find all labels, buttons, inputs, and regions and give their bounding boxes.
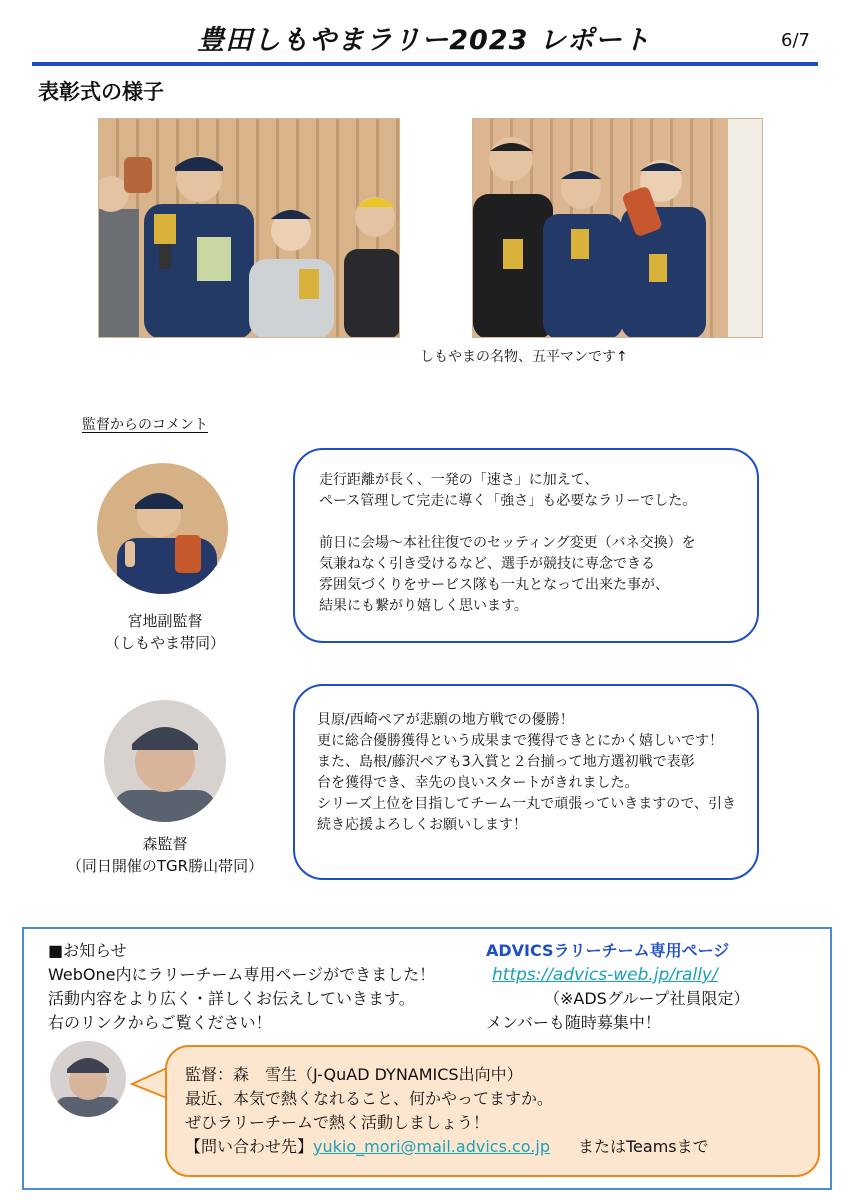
comment-line: ペース管理して完走に導く「強さ」も必要なラリーでした。 bbox=[319, 493, 697, 509]
miyachi-name: 宮地副監督 bbox=[127, 612, 203, 630]
comment-line: シリーズ上位を目指してチーム一丸で頑張っていきますので、引き bbox=[317, 796, 737, 812]
team-page-note: （※ADSグループ社員限定） bbox=[544, 989, 750, 1008]
mori-comment-bubble bbox=[293, 684, 759, 880]
comment-line: 結果にも繋がり嬉しく思います。 bbox=[319, 598, 528, 614]
section-title: 表彰式の様子 bbox=[38, 80, 164, 104]
contact-email-link[interactable]: yukio_mori@mail.advics.co.jp bbox=[313, 1137, 550, 1156]
comment-line: 更に総合優勝獲得という成果まで獲得できとにかく嬉しいです！ bbox=[317, 733, 723, 749]
miyachi-name-block bbox=[80, 610, 250, 654]
notice-heading: ■お知らせ bbox=[48, 941, 127, 960]
miyachi-role: （しもやま帯同） bbox=[104, 634, 225, 652]
contact-line: 監督：森 雪生（J-QuAD DYNAMICS出向中） bbox=[185, 1065, 523, 1084]
comment-line: 走行距離が長く、一発の「速さ」に加えて、 bbox=[319, 472, 599, 488]
recruit-text: メンバーも随時募集中！ bbox=[486, 1013, 661, 1032]
comments-heading: 監督からのコメント bbox=[82, 417, 208, 433]
miyachi-avatar bbox=[97, 463, 228, 594]
contact-line: ぜひラリーチームで熱く活動しましょう！ bbox=[185, 1113, 490, 1132]
miyachi-comment-bubble bbox=[293, 448, 759, 643]
photo-caption: しもやまの名物、五平マンです↑ bbox=[420, 349, 628, 365]
contact-avatar bbox=[50, 1041, 126, 1117]
comment-line: 続き応援よろしくお願いします！ bbox=[317, 817, 527, 833]
comment-line: 貝原/西崎ペアが悲願の地方戦での優勝！ bbox=[317, 712, 574, 728]
notice-line: WebOne内にラリーチーム専用ページができました！ bbox=[48, 965, 436, 984]
page-title: 豊田しもやまラリー2023 レポート bbox=[197, 25, 651, 56]
comment-line: 台を獲得でき、幸先の良いスタートがきれました。 bbox=[317, 775, 639, 791]
mori-avatar bbox=[104, 700, 226, 822]
contact-bubble-tail bbox=[130, 1066, 170, 1100]
page-number: 6/7 bbox=[781, 30, 810, 51]
comment-line: 雰囲気づくりをサービス隊も一丸となって出来た事が、 bbox=[319, 577, 669, 593]
comment-line: また、島根/藤沢ペアも3入賞と２台揃って地方選初戦で表彰 bbox=[317, 754, 695, 770]
contact-line: 最近、本気で熱くなれること、何かやってますか。 bbox=[185, 1089, 554, 1108]
notice-text bbox=[48, 939, 435, 1035]
comment-line: 前日に会場～本社往復でのセッティング変更（バネ交換）を bbox=[319, 535, 696, 551]
contact-suffix: またはTeamsまで bbox=[577, 1137, 709, 1156]
contact-line-inquiry bbox=[185, 1135, 800, 1159]
award-photo-left bbox=[98, 118, 400, 338]
contact-bubble bbox=[165, 1045, 820, 1177]
mori-name: 森監督 bbox=[142, 835, 188, 853]
contact-prefix: 【問い合わせ先】 bbox=[185, 1137, 314, 1156]
team-page-link[interactable]: https://advics-web.jp/rally/ bbox=[492, 965, 718, 985]
award-photo-right bbox=[472, 118, 763, 338]
header-divider bbox=[32, 62, 818, 66]
mori-name-block bbox=[40, 833, 290, 877]
mori-role: （同日開催のTGR勝山帯同） bbox=[66, 857, 264, 875]
comment-line: 気兼ねなく引き受けるなど、選手が競技に専念できる bbox=[319, 556, 655, 572]
notice-line: 活動内容をより広く・詳しくお伝えしていきます。 bbox=[48, 989, 415, 1008]
team-page-title: ADVICSラリーチーム専用ページ bbox=[486, 941, 730, 960]
notice-line: 右のリンクからご覧ください！ bbox=[48, 1013, 272, 1032]
